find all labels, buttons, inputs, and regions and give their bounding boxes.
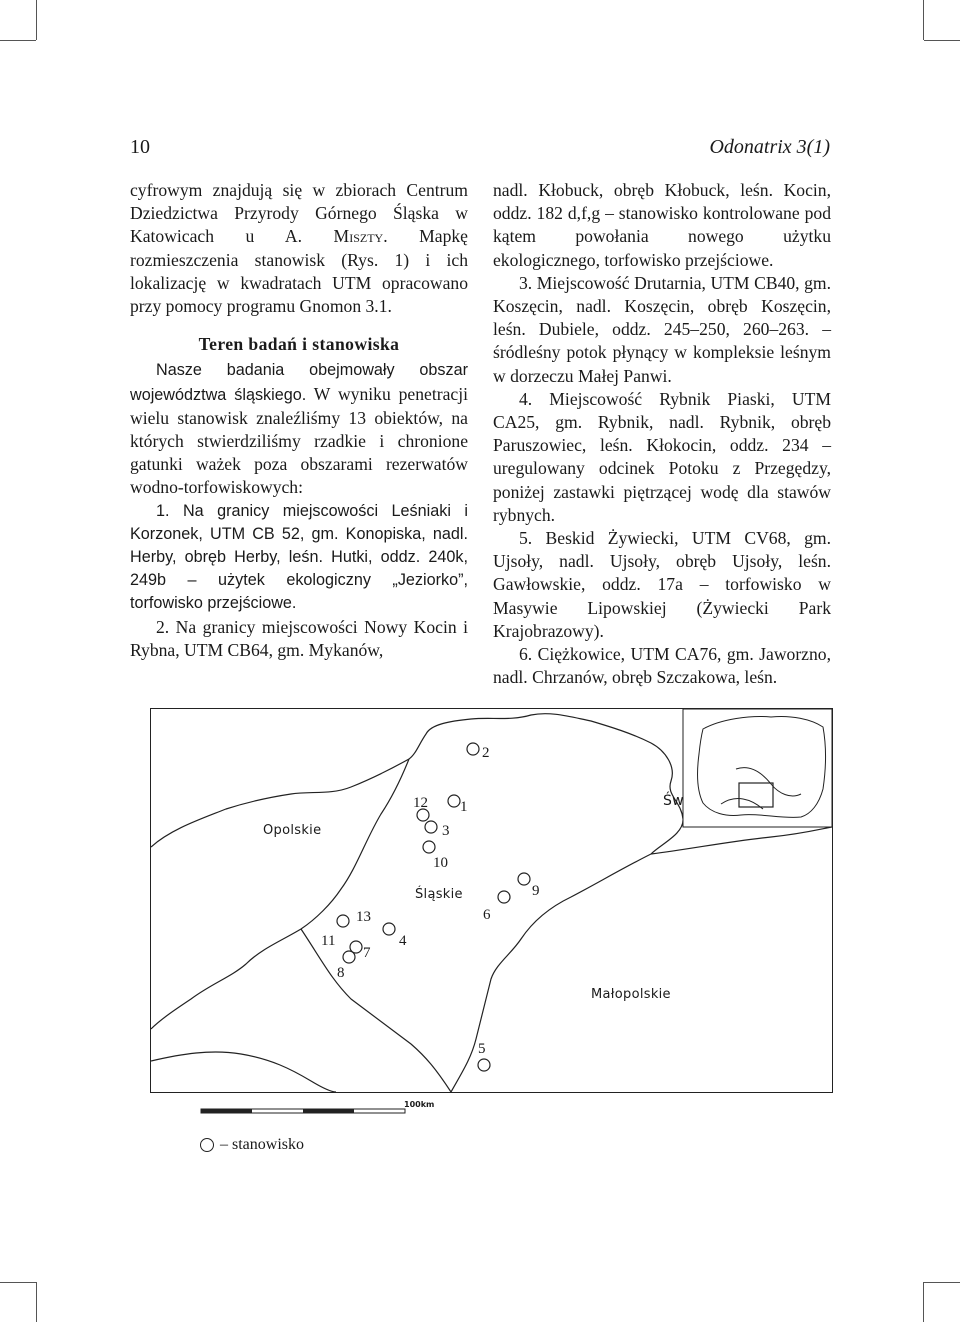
site-marker [423,841,435,853]
region-label-slaskie: Śląskie [415,887,463,902]
section-heading: Teren badań i stanowiska [198,334,400,355]
site-number: 2 [482,745,490,761]
site-number: 9 [532,883,540,899]
site-5-paragraph: 5. Beskid Żywiecki, UTM CV68, gm. Ujsoły, nadl. Ujsoły, obręb Ujsoły, leśn. Gawłowskie, oddz. 17a – torfowisko w Masywie Lipowskiej (Żywiecki Park Krajobrazowy). [493,528,831,641]
intro-paragraph: cyfrowym znajdują się w zbiorach Centrum Dziedzictwa Przyrody Górnego Śląska w Katowicach u A. Miszty. Mapkę rozmieszczenia stanowisk (Rys. 1) i ich lokalizację w kwadratach UTM opracowano przy pomocy programu Gnomon 3.1. [130,180,468,317]
legend-label: – stanowisko [220,1136,304,1153]
map-legend [200,1136,304,1154]
site-2-continued: nadl. Kłobuck, obręb Kłobuck, leśn. Kocin, oddz. 182 d,f,g – stanowisko kontrolowane pod kątem powołania nowego użytku ekologicznego, torfowisko przejściowe. [493,180,831,270]
site-number: 4 [399,933,407,949]
site-marker [467,743,479,755]
site-marker [478,1059,490,1071]
site-map [150,708,833,1093]
site-marker [518,873,530,885]
crop-mark [924,1282,960,1283]
crop-mark [0,40,36,41]
site-number: 10 [433,855,448,871]
site-number: 3 [442,823,450,839]
site-marker [425,821,437,833]
site-3-paragraph: 3. Miejscowość Drutarnia, UTM CB40, gm. Koszęcin, nadl. Koszęcin, obręb Koszęcin, leśn. Dubiele, oddz. 245–250, 260–263. – śródleśny potok płynący w kompleksie leśnym w dorzeczu Małej Panwi. [493,272,831,386]
site-number: 11 [321,933,336,949]
page-number: 10 [130,136,150,158]
scale-label: 100km [404,1100,435,1109]
left-column [130,179,468,662]
site-6-paragraph: 6. Ciężkowice, UTM CA76, gm. Jaworzno, nadl. Chrzanów, obręb Szczakowa, leśn. [493,644,831,688]
site-marker [498,891,510,903]
crop-mark [923,0,924,40]
site-marker [343,951,355,963]
site-2-paragraph: 2. Na granicy miejscowości Nowy Kocin i Rybna, UTM CB64, gm. Mykanów, [130,616,468,660]
site-number: 1 [460,799,468,815]
right-column [493,179,831,689]
crop-mark [923,1282,924,1322]
site-marker [383,923,395,935]
site-marker [337,915,349,927]
region-label-opolskie: Opolskie [263,823,322,838]
site-number: 7 [363,945,371,961]
author-name-smallcaps: iszty [349,226,384,247]
inset-label: Św [663,793,684,809]
site-number: 13 [356,909,371,925]
region-label-malopolskie: Małopolskie [591,987,671,1002]
crop-mark [0,1282,36,1283]
site-4-paragraph: 4. Miejscowość Rybnik Piaski, UTM CA25, gm. Rybnik, nadl. Rybnik, obręb Paruszowiec, leśn. Kłokocin, oddz. 234 – uregulowany odcinek Potoku z Przegędzy, poniżej zastawki piętrzącej wodę dla stawów rybnych. [493,388,831,525]
study-area-paragraph: Nasze badania obejmowały obszar województwa śląskiego. W wyniku penetracji wielu stanowisk znaleźliśmy 13 obiektów, na których stwierdziliśmy rzadkie i chronione gatunki ważek poza obszarami rezerwatów wodno-torfowiskowych: [130,361,468,498]
site-number: 5 [478,1041,486,1057]
site-marker [448,795,460,807]
crop-mark [36,0,37,40]
site-number: 12 [413,795,428,811]
site-number: 6 [483,907,491,923]
site-markers [151,709,832,1092]
journal-title: Odonatrix 3(1) [709,136,830,158]
crop-mark [36,1282,37,1322]
scale-bar [200,1106,410,1116]
crop-mark [924,40,960,41]
site-number: 8 [337,965,345,981]
legend-circle-icon [200,1138,214,1152]
site-1-paragraph: 1. Na granicy miejscowości Leśniaki i Korzonek, UTM CB 52, gm. Konopiska, nadl. Herby, obręb Herby, leśn. Hutki, oddz. 240k, 249b – użytek ekologiczny „Jeziorko”, torfowisko przejściowe. [130,501,468,613]
